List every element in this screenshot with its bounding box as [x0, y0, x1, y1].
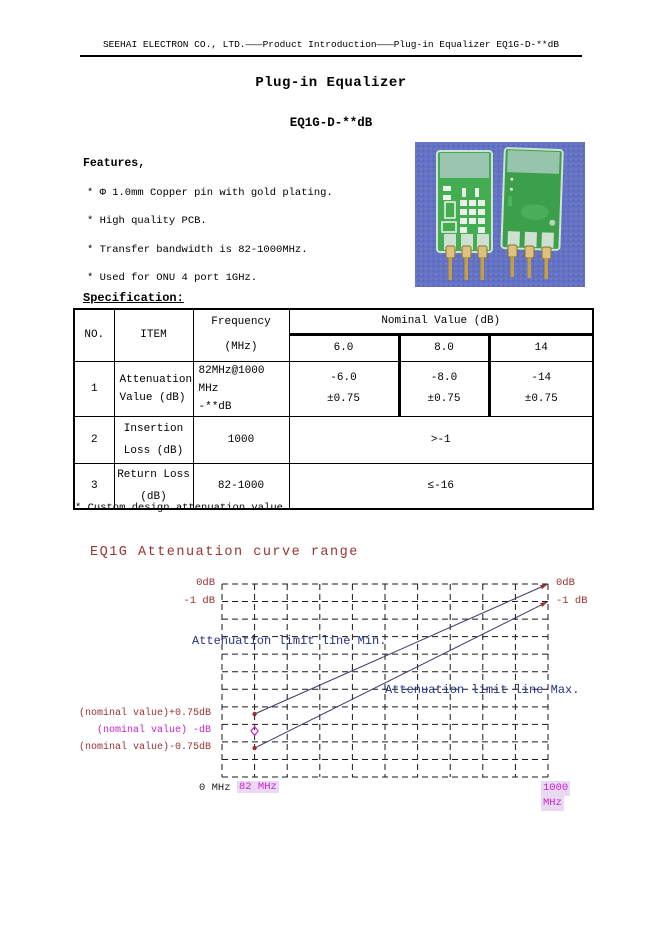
attenuation-8db-cell: -8.0 ±0.75 [399, 361, 489, 416]
nominal-minus-label: (nominal value)-0.75dB [78, 742, 211, 753]
attenuation-14db-cell: -14 ±0.75 [489, 361, 593, 416]
features-section [83, 157, 333, 284]
col-header-frequency: Frequency (MHz) [193, 309, 289, 361]
table-header-row [74, 309, 593, 334]
x-tick-0mhz: 0 MHz [199, 782, 231, 794]
product-title: Plug-in Equalizer [255, 75, 407, 91]
page-header: SEEHAI ELECTRON CO., LTD.———Product Introduction———Plug-in Equalizer EQ1G-D-**dB [102, 39, 560, 50]
table-row [74, 416, 593, 463]
row-item: Return Loss (dB) [114, 463, 193, 509]
product-photo-image [415, 142, 585, 287]
row-frequency: 82-1000 [193, 463, 289, 509]
specification-heading: Specification: [83, 291, 184, 305]
nominal-mid-label: (nominal value) -dB [96, 725, 211, 736]
series-label-max: Attenuation limit line Max. [385, 683, 580, 697]
insertion-loss-value: >-1 [289, 416, 593, 463]
product-photo [415, 142, 585, 287]
x-tick-82mhz: 82 MHz [239, 781, 277, 793]
row-frequency: 1000 [193, 416, 289, 463]
col-header-no: NO. [74, 309, 114, 361]
row-no: 2 [74, 416, 114, 463]
specification-table [73, 308, 594, 510]
return-loss-value: ≤-16 [289, 463, 593, 509]
nominal-col-14: 14 [489, 334, 593, 361]
x-tick-1000mhz: 1000 MHz [543, 782, 569, 809]
product-model: EQ1G-D-**dB [289, 116, 373, 130]
features-heading: Features, [83, 157, 146, 170]
row-frequency: 82MHz@1000 MHz -**dB [193, 361, 289, 416]
y-axis-label-0db-right: 0dB [556, 577, 575, 589]
series-label-min: Attenuation limit line Min. [192, 634, 387, 648]
header-rule [80, 55, 582, 57]
col-header-nominal: Nominal Value (dB) [289, 309, 593, 334]
pcb-module-left [437, 151, 492, 252]
nominal-col-8: 8.0 [399, 334, 489, 361]
y-axis-label-0db-left: 0dB [196, 577, 215, 589]
attenuation-6db-cell: -6.0 ±0.75 [289, 361, 399, 416]
row-no: 1 [74, 361, 114, 416]
feature-item: * High quality PCB. [87, 215, 207, 227]
nominal-col-6: 6.0 [289, 334, 399, 361]
specification-note: * Custom design attenuation value. [75, 502, 290, 514]
feature-item: * Φ 1.0mm Copper pin with gold plating. [87, 186, 333, 199]
attenuation-chart-grid [222, 584, 548, 777]
row-item: Attenuation Value (dB) [114, 361, 193, 416]
table-row [74, 361, 593, 416]
y-axis-label-minus1db-right: -1 dB [556, 595, 588, 607]
feature-item: * Transfer bandwidth is 82-1000MHz. [87, 243, 308, 256]
row-item: Insertion Loss (dB) [114, 416, 193, 463]
row-no: 3 [74, 463, 114, 509]
chart-title: EQ1G Attenuation curve range [90, 545, 359, 560]
nominal-plus-label: (nominal value)+0.75dB [78, 708, 211, 719]
pcb-module-right [501, 148, 562, 250]
col-header-item: ITEM [114, 309, 193, 361]
feature-item: * Used for ONU 4 port 1GHz. [87, 272, 258, 284]
y-axis-label-minus1db-left: -1 dB [183, 595, 215, 607]
